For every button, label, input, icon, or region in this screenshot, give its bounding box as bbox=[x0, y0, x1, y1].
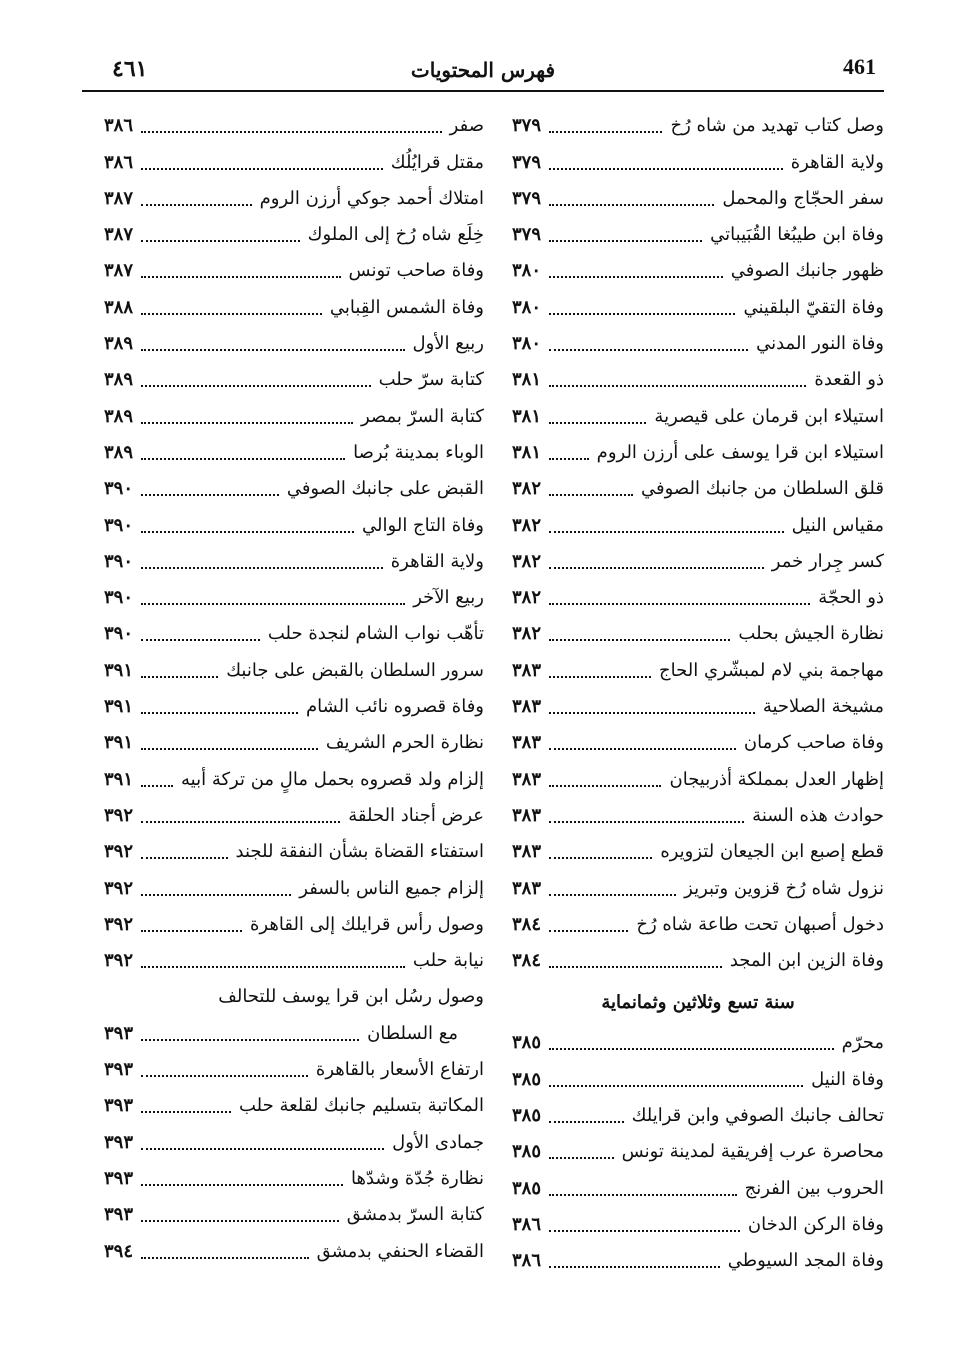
dot-leader bbox=[141, 240, 300, 242]
toc-entry-title: حوادث هذه السنة bbox=[752, 804, 884, 826]
toc-entry-page: ٣٨١ bbox=[512, 369, 542, 391]
toc-entry bbox=[512, 798, 884, 834]
page-header bbox=[82, 50, 884, 92]
toc-entry bbox=[512, 507, 884, 543]
dot-leader bbox=[549, 1194, 737, 1196]
toc-entry-title: إلزام ولد قصروه بحمل مالٍ من تركة أبيه bbox=[181, 768, 484, 790]
toc-entry-page: ٣٩١ bbox=[104, 768, 134, 790]
toc-entry-title: وفاة النيل bbox=[811, 1068, 884, 1090]
toc-entry-title: نظارة جُدّة وشدّها bbox=[350, 1167, 484, 1189]
toc-entry-title: وفاة صاحب كرمان bbox=[743, 732, 884, 754]
toc-list-right-top bbox=[512, 108, 884, 979]
toc-entry bbox=[104, 798, 484, 834]
toc-entry bbox=[104, 761, 484, 797]
dot-leader bbox=[549, 639, 730, 641]
toc-entry bbox=[512, 108, 884, 144]
dot-leader bbox=[141, 458, 345, 460]
toc-entry-title: كتابة السرّ بدمشق bbox=[346, 1204, 484, 1226]
toc-entry-page: ٣٨٥ bbox=[512, 1105, 542, 1127]
toc-list-left-top bbox=[104, 108, 484, 979]
toc-entry-page: ٣٨٦ bbox=[512, 1250, 542, 1272]
toc-entry-page: ٣٨٢ bbox=[512, 478, 542, 500]
dot-leader bbox=[549, 531, 784, 533]
toc-entry-page: ٣٨٨ bbox=[104, 296, 134, 318]
toc-entry-title: كتابة سرّ حلب bbox=[378, 369, 484, 391]
toc-entry-title: مقتل قرايُلُك bbox=[390, 151, 484, 173]
dot-leader bbox=[549, 676, 651, 678]
dot-leader bbox=[549, 1048, 834, 1050]
toc-entry bbox=[512, 253, 884, 289]
toc-entry-title: نظارة الجيش بحلب bbox=[738, 623, 884, 645]
toc-entry bbox=[104, 471, 484, 507]
toc-entry-title: امتلاك أحمد جوكي أرزن الروم bbox=[259, 187, 484, 209]
toc-entry-page: ٣٨٣ bbox=[512, 768, 542, 790]
toc-entry bbox=[512, 1207, 884, 1243]
toc-entry-title: سفر الحجّاج والمحمل bbox=[722, 187, 884, 209]
dot-leader bbox=[141, 857, 227, 859]
toc-entry bbox=[104, 1052, 484, 1088]
toc-entry bbox=[104, 1124, 484, 1160]
toc-entry bbox=[104, 1161, 484, 1197]
dot-leader bbox=[141, 748, 318, 750]
toc-list-right-bottom bbox=[512, 1025, 884, 1279]
toc-entry bbox=[104, 144, 484, 180]
toc-entry bbox=[104, 398, 484, 434]
toc-entry-page: ٣٨٠ bbox=[512, 296, 542, 318]
toc-entry bbox=[104, 1015, 484, 1051]
toc-entry-title: استيلاء ابن قرا يوسف على أرزن الروم bbox=[596, 441, 884, 463]
dot-leader bbox=[549, 1085, 803, 1087]
toc-entry-title: ذو القعدة bbox=[814, 369, 884, 391]
toc-entry-title: الوباء بمدينة بُرصا bbox=[353, 441, 484, 463]
dot-leader bbox=[141, 131, 442, 133]
toc-entry-title: ذو الحجّة bbox=[818, 587, 884, 609]
toc-column-right bbox=[512, 108, 884, 1279]
toc-entry-page: ٣٨٢ bbox=[512, 587, 542, 609]
toc-entry-page: ٣٨٧ bbox=[104, 187, 134, 209]
toc-entry-title: قلق السلطان من جانبك الصوفي bbox=[641, 478, 884, 500]
toc-entry bbox=[512, 689, 884, 725]
toc-entry-title: جمادى الأول bbox=[392, 1131, 484, 1153]
toc-entry-title: كسر جِرار خمر bbox=[771, 550, 884, 572]
page-title: فهرس المحتويات bbox=[410, 58, 556, 82]
toc-entry bbox=[104, 1233, 484, 1269]
toc-entry-title: دخول أصبهان تحت طاعة شاه رُخ bbox=[636, 913, 884, 935]
toc-entry-title: نظارة الحرم الشريف bbox=[325, 732, 484, 754]
toc-entry bbox=[512, 907, 884, 943]
toc-entry-title: مقياس النيل bbox=[791, 514, 884, 536]
toc-entry-title: عرض أجناد الحلقة bbox=[348, 804, 484, 826]
dot-leader bbox=[549, 603, 810, 605]
toc-entry-title: وفاة الزين ابن المجد bbox=[729, 950, 884, 972]
toc-entry-title: سرور السلطان بالقبض على جانبك bbox=[226, 659, 484, 681]
toc-entry-page: ٣٧٩ bbox=[512, 224, 542, 246]
toc-entry bbox=[512, 580, 884, 616]
dot-leader bbox=[549, 168, 783, 170]
dot-leader bbox=[549, 240, 702, 242]
toc-entry-page: ٣٩٢ bbox=[104, 877, 134, 899]
dot-leader bbox=[549, 349, 748, 351]
toc-entry bbox=[512, 217, 884, 253]
toc-entry-title: محرّم bbox=[841, 1032, 884, 1054]
toc-entry-title: استيلاء ابن قرمان على قيصرية bbox=[654, 405, 884, 427]
toc-entry-title: ربيع الآخر bbox=[413, 587, 484, 609]
toc-entry bbox=[512, 834, 884, 870]
toc-entry bbox=[512, 1170, 884, 1206]
toc-entry-title: الحروب بين الفرنج bbox=[744, 1177, 884, 1199]
toc-entry bbox=[512, 144, 884, 180]
toc-entry bbox=[104, 652, 484, 688]
dot-leader bbox=[141, 349, 405, 351]
dot-leader bbox=[141, 276, 340, 278]
toc-entry-page: ٣٨٧ bbox=[104, 260, 134, 282]
toc-entry bbox=[104, 108, 484, 144]
toc-entry bbox=[104, 362, 484, 398]
dot-leader bbox=[549, 785, 661, 787]
toc-entry-title: وفاة المجد السيوطي bbox=[727, 1250, 884, 1272]
toc-entry-page: ٣٨٥ bbox=[512, 1141, 542, 1163]
dot-leader bbox=[141, 639, 260, 641]
toc-entry-page: ٣٨٩ bbox=[104, 369, 134, 391]
toc-entry-page: ٣٨٣ bbox=[512, 732, 542, 754]
toc-entry bbox=[104, 289, 484, 325]
toc-entry-title: كتابة السرّ بمصر bbox=[360, 405, 484, 427]
toc-entry-title: استفتاء القضاة بشأن النفقة للجند bbox=[235, 841, 484, 863]
toc-entry bbox=[512, 652, 884, 688]
toc-entry bbox=[512, 326, 884, 362]
toc-entry bbox=[104, 544, 484, 580]
dot-leader bbox=[141, 821, 340, 823]
dot-leader bbox=[549, 422, 646, 424]
toc-entry bbox=[512, 870, 884, 906]
toc-entry-page: ٣٩٢ bbox=[104, 804, 134, 826]
toc-entry-page: ٣٨٣ bbox=[512, 841, 542, 863]
dot-leader bbox=[549, 204, 714, 206]
toc-entry-title: إظهار العدل بمملكة أذربيجان bbox=[669, 768, 884, 790]
toc-entry bbox=[512, 471, 884, 507]
toc-entry bbox=[104, 1088, 484, 1124]
dot-leader bbox=[549, 385, 806, 387]
toc-entry bbox=[512, 435, 884, 471]
toc-entry-page: ٣٧٩ bbox=[512, 115, 542, 137]
toc-entry bbox=[104, 507, 484, 543]
toc-entry bbox=[104, 907, 484, 943]
toc-entry bbox=[104, 725, 484, 761]
dot-leader bbox=[141, 204, 252, 206]
toc-entry bbox=[512, 616, 884, 652]
dot-leader bbox=[141, 567, 383, 569]
toc-entry-page: ٣٨٦ bbox=[104, 115, 134, 137]
toc-entry-page: ٣٨٩ bbox=[104, 405, 134, 427]
toc-entry-page: ٣٩٠ bbox=[104, 478, 134, 500]
toc-entry-title: وفاة النور المدني bbox=[756, 333, 884, 355]
toc-entry bbox=[104, 217, 484, 253]
toc-entry-page: ٣٩٣ bbox=[104, 1059, 134, 1081]
toc-entry-page: ٣٨٢ bbox=[512, 514, 542, 536]
toc-entry-page: ٣٨٧ bbox=[104, 224, 134, 246]
toc-entry-page: ٣٨٥ bbox=[512, 1032, 542, 1054]
dot-leader bbox=[141, 385, 371, 387]
toc-entry-page: ٣٨٠ bbox=[512, 260, 542, 282]
toc-entry-page: ٣٩١ bbox=[104, 659, 134, 681]
toc-entry-page: ٣٨٦ bbox=[512, 1213, 542, 1235]
toc-entry-page: ٣٨٢ bbox=[512, 550, 542, 572]
toc-entry-title: ولاية القاهرة bbox=[790, 151, 884, 173]
toc-entry-page: ٣٩٣ bbox=[104, 1204, 134, 1226]
dot-leader bbox=[549, 494, 633, 496]
toc-entry-page: ٣٩٠ bbox=[104, 550, 134, 572]
toc-entry-page: ٣٩٠ bbox=[104, 514, 134, 536]
toc-entry bbox=[512, 544, 884, 580]
toc-entry-page: ٣٨١ bbox=[512, 405, 542, 427]
toc-entry-title: محاصرة عرب إفريقية لمدينة تونس bbox=[621, 1141, 884, 1163]
toc-entry-page: ٣٩١ bbox=[104, 696, 134, 718]
toc-entry-page: ٣٨٣ bbox=[512, 696, 542, 718]
toc-entry bbox=[104, 689, 484, 725]
dot-leader bbox=[549, 966, 722, 968]
toc-entry-page: ٣٨٠ bbox=[512, 333, 542, 355]
toc-entry-title: نيابة حلب bbox=[412, 950, 484, 972]
dot-leader bbox=[549, 712, 755, 714]
toc-entry-page: ٣٨١ bbox=[512, 441, 542, 463]
toc-entry-title: وصول رأس قرايلك إلى القاهرة bbox=[250, 913, 484, 935]
dot-leader bbox=[549, 1121, 624, 1123]
toc-entry-title: ربيع الأول bbox=[412, 333, 484, 355]
toc-entry-page: ٣٩٢ bbox=[104, 841, 134, 863]
toc-entry bbox=[512, 1061, 884, 1097]
toc-entry bbox=[512, 181, 884, 217]
toc-entry-page: ٣٧٩ bbox=[512, 187, 542, 209]
dot-leader bbox=[141, 894, 291, 896]
toc-entry-page: ٣٩٠ bbox=[104, 587, 134, 609]
dot-leader bbox=[549, 458, 589, 460]
toc-entry bbox=[104, 326, 484, 362]
dot-leader bbox=[549, 894, 676, 896]
dot-leader bbox=[549, 1230, 740, 1232]
toc-entry-page: ٣٨٩ bbox=[104, 333, 134, 355]
toc-entry bbox=[104, 435, 484, 471]
toc-entry-page: ٣٩٠ bbox=[104, 623, 134, 645]
dot-leader bbox=[549, 567, 764, 569]
toc-entry bbox=[512, 761, 884, 797]
toc-entry-page: ٣٩٣ bbox=[104, 1022, 134, 1044]
toc-entry-title: ارتفاع الأسعار بالقاهرة bbox=[315, 1059, 484, 1081]
dot-leader bbox=[141, 313, 322, 315]
dot-leader bbox=[549, 1266, 720, 1268]
toc-entry-page: ٣٩٣ bbox=[104, 1095, 134, 1117]
dot-leader bbox=[549, 131, 662, 133]
dot-leader bbox=[141, 966, 405, 968]
toc-entry-page: ٣٨٥ bbox=[512, 1177, 542, 1199]
dot-leader bbox=[141, 1220, 339, 1222]
dot-leader bbox=[141, 1257, 309, 1259]
dot-leader bbox=[141, 1111, 231, 1113]
toc-entry bbox=[512, 362, 884, 398]
dot-leader bbox=[549, 748, 736, 750]
page-number-arabic: ٤٦١ bbox=[112, 56, 148, 82]
toc-entry-page: ٣٩٢ bbox=[104, 950, 134, 972]
toc-entry-page: ٣٩٣ bbox=[104, 1167, 134, 1189]
toc-entry-page: ٣٨٢ bbox=[512, 623, 542, 645]
toc-entry-title: تأهّب نواب الشام لنجدة حلب bbox=[267, 623, 484, 645]
toc-entry-title: إلزام جميع الناس بالسفر bbox=[299, 877, 484, 899]
dot-leader bbox=[141, 494, 279, 496]
toc-entry-title: وفاة ابن طيبُغا القُبَيباتي bbox=[710, 224, 884, 246]
toc-entry bbox=[104, 1197, 484, 1233]
toc-entry-title: القضاء الحنفي بدمشق bbox=[316, 1240, 484, 1262]
dot-leader bbox=[141, 1075, 308, 1077]
toc-entry-title: وفاة صاحب تونس bbox=[348, 260, 484, 282]
toc-entry-title: القبض على جانبك الصوفي bbox=[286, 478, 484, 500]
dot-leader bbox=[141, 712, 298, 714]
toc-entry bbox=[512, 943, 884, 979]
toc-entry-page: ٣٨٥ bbox=[512, 1068, 542, 1090]
toc-entry-title: مشيخة الصلاحية bbox=[762, 696, 884, 718]
toc-entry bbox=[104, 943, 484, 979]
toc-entry-page: ٣٨٦ bbox=[104, 151, 134, 173]
dot-leader bbox=[141, 785, 173, 787]
dot-leader bbox=[141, 422, 353, 424]
dot-leader bbox=[141, 603, 405, 605]
toc-entry bbox=[512, 1134, 884, 1170]
toc-entry-title: وفاة التقيّ البلقيني bbox=[743, 296, 884, 318]
dot-leader bbox=[141, 531, 354, 533]
toc-entry-title: ظهور جانبك الصوفي bbox=[730, 260, 884, 282]
dot-leader bbox=[141, 930, 242, 932]
toc-entry-page: ٣٩٤ bbox=[104, 1240, 134, 1262]
toc-entry bbox=[104, 616, 484, 652]
toc-entry-page: ٣٩٣ bbox=[104, 1131, 134, 1153]
dot-leader bbox=[549, 857, 652, 859]
toc-list-left-bottom bbox=[104, 1015, 484, 1269]
dot-leader bbox=[549, 930, 628, 932]
dot-leader bbox=[141, 1039, 359, 1041]
toc-entry-title: وفاة قصروه نائب الشام bbox=[306, 696, 484, 718]
dot-leader bbox=[141, 168, 383, 170]
toc-entry-title: نزول شاه رُخ قزوين وتبريز bbox=[684, 877, 884, 899]
dot-leader bbox=[549, 1157, 614, 1159]
toc-entry-title: صفر bbox=[449, 115, 484, 137]
dot-leader bbox=[141, 1148, 384, 1150]
toc-entry-page: ٣٧٩ bbox=[512, 151, 542, 173]
toc-entry-title: وفاة الركن الدخان bbox=[747, 1213, 884, 1235]
toc-entry bbox=[512, 1025, 884, 1061]
dot-leader bbox=[549, 276, 723, 278]
toc-entry-continued-first-line: وصول رسُل ابن قرا يوسف للتحالف bbox=[218, 986, 484, 1008]
toc-entry-title: مع السلطان bbox=[367, 1022, 458, 1044]
toc-column-left bbox=[104, 108, 484, 1270]
dot-leader bbox=[141, 676, 218, 678]
toc-entry bbox=[512, 725, 884, 761]
toc-entry bbox=[512, 398, 884, 434]
section-title: سنة تسع وثلاثين وثمانماية bbox=[601, 992, 795, 1014]
toc-entry-title: وصل كتاب تهديد من شاه رُخ bbox=[670, 115, 884, 137]
toc-entry bbox=[104, 253, 484, 289]
toc-entry-page: ٣٨٣ bbox=[512, 877, 542, 899]
toc-entry-title: قطع إصبع ابن الجيعان لتزويره bbox=[660, 841, 884, 863]
toc-entry-page: ٣٨٩ bbox=[104, 441, 134, 463]
dot-leader bbox=[549, 313, 735, 315]
toc-entry-page: ٣٨٤ bbox=[512, 913, 542, 935]
toc-entry bbox=[512, 289, 884, 325]
toc-entry-title: وفاة الشمس القِبابي bbox=[329, 296, 484, 318]
dot-leader bbox=[549, 821, 744, 823]
toc-entry-title: مهاجمة بني لام لمبشّري الحاج bbox=[659, 659, 884, 681]
toc-entry bbox=[104, 870, 484, 906]
toc-entry bbox=[104, 834, 484, 870]
toc-entry-page: ٣٨٣ bbox=[512, 659, 542, 681]
toc-entry bbox=[104, 580, 484, 616]
toc-entry-page: ٣٩١ bbox=[104, 732, 134, 754]
toc-entry-title: خِلَع شاه رُخ إلى الملوك bbox=[307, 224, 484, 246]
toc-entry-title: ولاية القاهرة bbox=[390, 550, 484, 572]
dot-leader bbox=[141, 1184, 343, 1186]
toc-entry bbox=[512, 1243, 884, 1279]
page-number-latin: 461 bbox=[843, 54, 876, 79]
toc-entry-page: ٣٩٢ bbox=[104, 913, 134, 935]
toc-entry-title: المكاتبة بتسليم جانبك لقلعة حلب bbox=[238, 1095, 484, 1117]
toc-entry bbox=[512, 1098, 884, 1134]
toc-entry-page: ٣٨٣ bbox=[512, 804, 542, 826]
toc-entry-title: تحالف جانبك الصوفي وابن قرايلك bbox=[631, 1105, 884, 1127]
toc-entry bbox=[104, 181, 484, 217]
toc-entry-title: وفاة التاج الوالي bbox=[362, 514, 484, 536]
toc-entry-page: ٣٨٤ bbox=[512, 950, 542, 972]
